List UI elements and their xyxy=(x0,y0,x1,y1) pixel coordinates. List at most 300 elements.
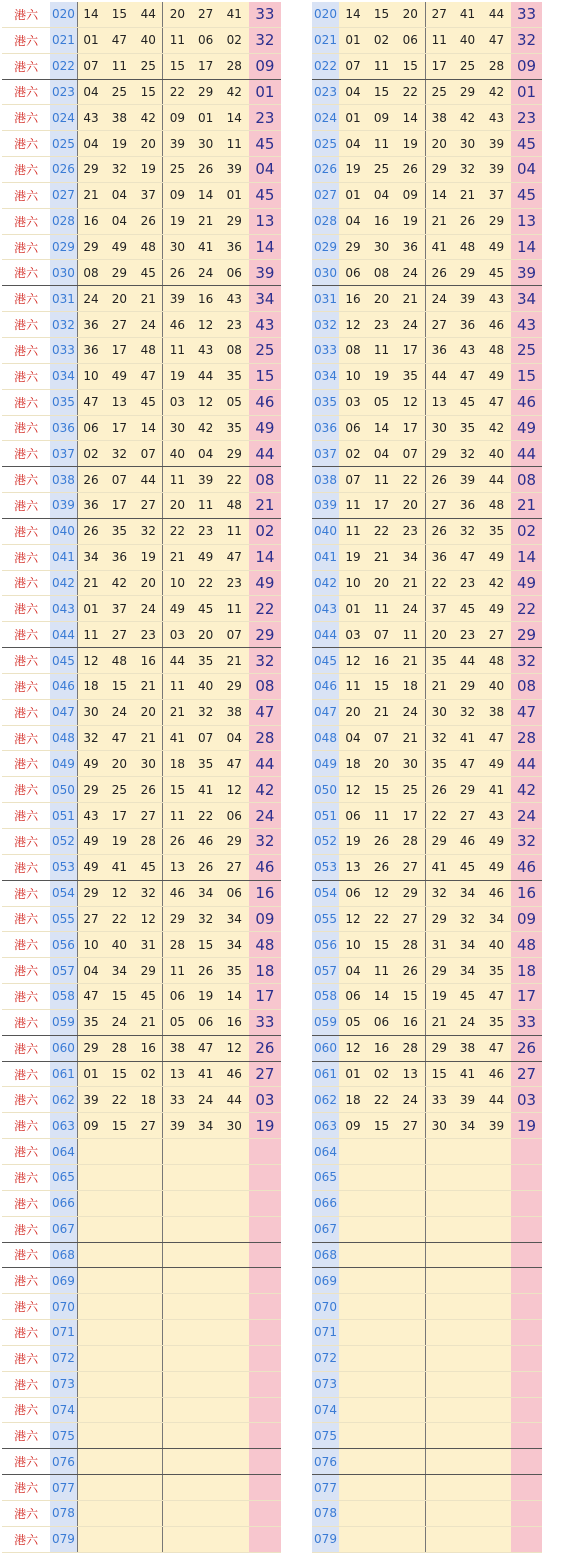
ball-number: 25 xyxy=(134,53,162,79)
ball-number: 11 xyxy=(367,467,396,493)
ball-number xyxy=(104,1500,134,1526)
ball-number: 13 xyxy=(163,854,192,880)
table-row xyxy=(312,312,542,338)
table-row xyxy=(2,1345,281,1371)
ball-number xyxy=(134,1320,162,1346)
ball-number: 11 xyxy=(367,131,396,157)
ball-number: 41 xyxy=(104,854,134,880)
ball-number: 29 xyxy=(453,79,482,105)
ball-number: 17 xyxy=(367,493,396,519)
special-number: 42 xyxy=(249,777,281,803)
period-number: 031 xyxy=(50,286,77,312)
ball-number: 01 xyxy=(339,105,367,131)
ball-number: 19 xyxy=(163,363,192,389)
ball-number: 27 xyxy=(425,493,453,519)
ball-number: 20 xyxy=(104,751,134,777)
ball-number xyxy=(396,1345,425,1371)
table-row xyxy=(2,1475,281,1501)
period-number: 020 xyxy=(312,2,339,27)
ball-number xyxy=(425,1423,453,1449)
ball-number: 26 xyxy=(163,829,192,855)
ball-number xyxy=(77,1294,104,1320)
ball-number: 47 xyxy=(482,27,511,53)
ball-number: 23 xyxy=(453,570,482,596)
table-row xyxy=(312,880,542,906)
ball-number: 32 xyxy=(192,699,220,725)
ball-number: 45 xyxy=(134,984,162,1010)
special-number xyxy=(249,1475,281,1501)
ball-number: 44 xyxy=(453,648,482,674)
ball-number: 07 xyxy=(134,441,162,467)
lottery-label: 港六 xyxy=(2,337,50,363)
ball-number: 16 xyxy=(220,1009,249,1035)
period-number: 036 xyxy=(50,415,77,441)
table-row xyxy=(2,803,281,829)
ball-number: 14 xyxy=(425,182,453,208)
ball-number: 30 xyxy=(77,699,104,725)
ball-number: 02 xyxy=(134,1061,162,1087)
period-number: 061 xyxy=(312,1061,339,1087)
period-number: 021 xyxy=(50,27,77,53)
ball-number xyxy=(339,1423,367,1449)
special-number: 39 xyxy=(511,260,542,286)
ball-number: 11 xyxy=(367,337,396,363)
ball-number: 06 xyxy=(220,880,249,906)
ball-number: 47 xyxy=(220,751,249,777)
ball-number xyxy=(163,1190,192,1216)
ball-number: 09 xyxy=(339,1113,367,1139)
ball-number: 47 xyxy=(482,1035,511,1061)
ball-number: 12 xyxy=(192,389,220,415)
ball-number: 19 xyxy=(134,544,162,570)
ball-number: 11 xyxy=(220,131,249,157)
ball-number: 41 xyxy=(482,777,511,803)
ball-number: 42 xyxy=(220,79,249,105)
ball-number: 19 xyxy=(339,829,367,855)
special-number: 04 xyxy=(511,157,542,183)
ball-number xyxy=(104,1190,134,1216)
ball-number xyxy=(77,1423,104,1449)
period-number: 075 xyxy=(50,1423,77,1449)
table-row xyxy=(2,544,281,570)
ball-number: 22 xyxy=(425,803,453,829)
table-row xyxy=(312,182,542,208)
ball-number: 07 xyxy=(220,622,249,648)
ball-number xyxy=(425,1164,453,1190)
ball-number: 02 xyxy=(77,441,104,467)
ball-number: 02 xyxy=(367,1061,396,1087)
ball-number: 04 xyxy=(104,208,134,234)
ball-number: 32 xyxy=(425,725,453,751)
ball-number xyxy=(425,1216,453,1242)
ball-number: 39 xyxy=(482,157,511,183)
table-row xyxy=(312,1526,542,1552)
ball-number: 29 xyxy=(339,234,367,260)
ball-number: 12 xyxy=(192,312,220,338)
ball-number: 32 xyxy=(453,699,482,725)
table-row xyxy=(312,829,542,855)
table-row xyxy=(312,79,542,105)
ball-number: 07 xyxy=(396,441,425,467)
lottery-label: 港六 xyxy=(2,854,50,880)
table-row xyxy=(2,777,281,803)
lottery-label: 港六 xyxy=(2,648,50,674)
table-row xyxy=(2,906,281,932)
period-number: 034 xyxy=(50,363,77,389)
period-number: 050 xyxy=(312,777,339,803)
ball-number xyxy=(425,1190,453,1216)
special-number: 18 xyxy=(511,958,542,984)
special-number: 01 xyxy=(511,79,542,105)
special-number xyxy=(511,1397,542,1423)
ball-number xyxy=(134,1345,162,1371)
ball-number: 21 xyxy=(453,182,482,208)
ball-number: 35 xyxy=(482,518,511,544)
special-number: 43 xyxy=(249,312,281,338)
ball-number: 34 xyxy=(482,906,511,932)
period-number: 045 xyxy=(50,648,77,674)
ball-number: 34 xyxy=(453,1113,482,1139)
ball-number xyxy=(134,1216,162,1242)
ball-number: 19 xyxy=(134,157,162,183)
table-row xyxy=(312,518,542,544)
ball-number: 41 xyxy=(192,1061,220,1087)
ball-number: 15 xyxy=(134,79,162,105)
special-number: 32 xyxy=(249,829,281,855)
table-row xyxy=(312,596,542,622)
ball-number: 16 xyxy=(367,1035,396,1061)
special-number: 33 xyxy=(511,2,542,27)
period-number: 071 xyxy=(50,1320,77,1346)
special-number: 34 xyxy=(249,286,281,312)
ball-number xyxy=(104,1423,134,1449)
ball-number xyxy=(367,1164,396,1190)
table-row xyxy=(312,673,542,699)
ball-number xyxy=(339,1320,367,1346)
ball-number: 15 xyxy=(425,1061,453,1087)
table-row xyxy=(2,79,281,105)
ball-number: 46 xyxy=(482,880,511,906)
ball-number xyxy=(220,1371,249,1397)
ball-number: 21 xyxy=(134,286,162,312)
ball-number: 06 xyxy=(396,27,425,53)
ball-number: 46 xyxy=(482,312,511,338)
ball-number: 02 xyxy=(339,441,367,467)
ball-number xyxy=(220,1345,249,1371)
ball-number xyxy=(220,1294,249,1320)
ball-number: 19 xyxy=(396,131,425,157)
ball-number: 24 xyxy=(396,596,425,622)
special-number: 48 xyxy=(249,932,281,958)
ball-number xyxy=(367,1294,396,1320)
period-number: 043 xyxy=(312,596,339,622)
period-number: 062 xyxy=(50,1087,77,1113)
ball-number: 42 xyxy=(453,105,482,131)
ball-number: 49 xyxy=(77,854,104,880)
special-number: 46 xyxy=(249,854,281,880)
ball-number xyxy=(339,1164,367,1190)
ball-number: 01 xyxy=(339,1061,367,1087)
ball-number: 27 xyxy=(134,1113,162,1139)
ball-number: 21 xyxy=(396,570,425,596)
ball-number: 25 xyxy=(163,157,192,183)
ball-number xyxy=(453,1345,482,1371)
ball-number: 39 xyxy=(482,1113,511,1139)
period-number: 078 xyxy=(50,1500,77,1526)
ball-number xyxy=(77,1345,104,1371)
ball-number: 16 xyxy=(339,286,367,312)
period-number: 022 xyxy=(50,53,77,79)
lottery-label: 港六 xyxy=(2,1139,50,1165)
period-number: 029 xyxy=(50,234,77,260)
ball-number: 47 xyxy=(220,544,249,570)
ball-number xyxy=(453,1500,482,1526)
special-number: 49 xyxy=(511,570,542,596)
period-number: 068 xyxy=(312,1242,339,1268)
ball-number: 35 xyxy=(453,415,482,441)
special-number: 16 xyxy=(249,880,281,906)
special-number: 16 xyxy=(511,880,542,906)
ball-number: 22 xyxy=(104,1087,134,1113)
ball-number: 29 xyxy=(220,441,249,467)
ball-number xyxy=(425,1139,453,1165)
ball-number xyxy=(192,1423,220,1449)
special-number: 44 xyxy=(249,441,281,467)
ball-number xyxy=(134,1242,162,1268)
special-number: 13 xyxy=(249,208,281,234)
period-number: 047 xyxy=(312,699,339,725)
period-number: 074 xyxy=(312,1397,339,1423)
ball-number: 40 xyxy=(482,441,511,467)
ball-number xyxy=(453,1397,482,1423)
ball-number: 08 xyxy=(220,337,249,363)
special-number: 47 xyxy=(511,699,542,725)
special-number: 33 xyxy=(249,1009,281,1035)
ball-number: 04 xyxy=(77,79,104,105)
ball-number: 49 xyxy=(482,751,511,777)
special-number: 44 xyxy=(511,441,542,467)
ball-number xyxy=(482,1294,511,1320)
special-number: 04 xyxy=(249,157,281,183)
lottery-label: 港六 xyxy=(2,441,50,467)
ball-number: 22 xyxy=(396,79,425,105)
period-number: 021 xyxy=(312,27,339,53)
ball-number: 11 xyxy=(192,493,220,519)
ball-number: 14 xyxy=(367,984,396,1010)
table-row xyxy=(2,1190,281,1216)
ball-number: 14 xyxy=(396,105,425,131)
ball-number: 15 xyxy=(104,673,134,699)
ball-number: 37 xyxy=(425,596,453,622)
table-row xyxy=(312,803,542,829)
ball-number: 06 xyxy=(192,27,220,53)
ball-number xyxy=(453,1216,482,1242)
ball-number: 09 xyxy=(396,182,425,208)
special-number: 22 xyxy=(511,596,542,622)
special-number xyxy=(511,1475,542,1501)
ball-number: 20 xyxy=(192,622,220,648)
ball-number xyxy=(192,1139,220,1165)
ball-number: 47 xyxy=(482,725,511,751)
period-number: 039 xyxy=(312,493,339,519)
special-number xyxy=(511,1164,542,1190)
table-row xyxy=(312,157,542,183)
ball-number: 23 xyxy=(134,622,162,648)
ball-number: 29 xyxy=(192,79,220,105)
ball-number: 36 xyxy=(77,312,104,338)
ball-number: 07 xyxy=(367,725,396,751)
ball-number: 24 xyxy=(453,1009,482,1035)
ball-number: 49 xyxy=(482,829,511,855)
lottery-label: 港六 xyxy=(2,958,50,984)
ball-number: 45 xyxy=(453,596,482,622)
ball-number: 42 xyxy=(482,570,511,596)
ball-number: 16 xyxy=(134,1035,162,1061)
ball-number xyxy=(134,1475,162,1501)
ball-number xyxy=(220,1423,249,1449)
ball-number: 13 xyxy=(104,389,134,415)
ball-number: 47 xyxy=(453,363,482,389)
period-number: 036 xyxy=(312,415,339,441)
special-number: 03 xyxy=(511,1087,542,1113)
ball-number: 18 xyxy=(134,1087,162,1113)
ball-number xyxy=(220,1216,249,1242)
ball-number: 12 xyxy=(339,648,367,674)
ball-number: 12 xyxy=(220,777,249,803)
period-number: 023 xyxy=(312,79,339,105)
ball-number: 34 xyxy=(104,958,134,984)
table-row xyxy=(2,1320,281,1346)
ball-number: 29 xyxy=(396,880,425,906)
special-number: 45 xyxy=(511,182,542,208)
ball-number: 19 xyxy=(425,984,453,1010)
lottery-label: 港六 xyxy=(2,803,50,829)
period-number: 074 xyxy=(50,1397,77,1423)
lottery-label: 港六 xyxy=(2,105,50,131)
ball-number: 29 xyxy=(482,208,511,234)
ball-number: 48 xyxy=(482,648,511,674)
ball-number: 22 xyxy=(192,803,220,829)
ball-number xyxy=(396,1526,425,1552)
ball-number: 15 xyxy=(192,932,220,958)
ball-number: 30 xyxy=(163,234,192,260)
ball-number: 24 xyxy=(104,1009,134,1035)
table-row xyxy=(2,673,281,699)
ball-number xyxy=(163,1449,192,1475)
ball-number: 32 xyxy=(453,906,482,932)
draw-table-original-order xyxy=(2,2,281,1553)
table-row xyxy=(312,1449,542,1475)
lottery-label: 港六 xyxy=(2,131,50,157)
ball-number: 48 xyxy=(134,234,162,260)
ball-number: 34 xyxy=(77,544,104,570)
ball-number xyxy=(163,1216,192,1242)
table-row xyxy=(312,699,542,725)
ball-number xyxy=(220,1449,249,1475)
ball-number xyxy=(425,1449,453,1475)
table-row xyxy=(312,1294,542,1320)
ball-number: 41 xyxy=(425,854,453,880)
ball-number: 26 xyxy=(192,854,220,880)
ball-number: 11 xyxy=(163,958,192,984)
ball-number: 23 xyxy=(192,518,220,544)
lottery-label: 港六 xyxy=(2,493,50,519)
ball-number: 11 xyxy=(77,622,104,648)
period-number: 051 xyxy=(312,803,339,829)
ball-number: 23 xyxy=(367,312,396,338)
special-number: 13 xyxy=(511,208,542,234)
ball-number: 11 xyxy=(367,596,396,622)
special-number xyxy=(511,1216,542,1242)
ball-number: 29 xyxy=(77,234,104,260)
special-number xyxy=(511,1268,542,1294)
table-row xyxy=(312,389,542,415)
ball-number: 47 xyxy=(192,1035,220,1061)
ball-number: 41 xyxy=(453,2,482,27)
special-number xyxy=(511,1371,542,1397)
ball-number: 46 xyxy=(482,1061,511,1087)
ball-number: 21 xyxy=(77,182,104,208)
ball-number xyxy=(134,1371,162,1397)
period-number: 064 xyxy=(312,1139,339,1165)
period-number: 022 xyxy=(312,53,339,79)
ball-number: 23 xyxy=(453,622,482,648)
ball-number: 35 xyxy=(192,751,220,777)
period-number: 034 xyxy=(312,363,339,389)
period-number: 044 xyxy=(312,622,339,648)
ball-number: 09 xyxy=(163,105,192,131)
ball-number: 35 xyxy=(482,958,511,984)
ball-number xyxy=(482,1164,511,1190)
table-row xyxy=(2,182,281,208)
ball-number: 15 xyxy=(367,2,396,27)
period-number: 055 xyxy=(312,906,339,932)
ball-number: 41 xyxy=(453,1061,482,1087)
ball-number: 49 xyxy=(104,234,134,260)
table-row xyxy=(2,2,281,27)
lottery-label: 港六 xyxy=(2,751,50,777)
lottery-label: 港六 xyxy=(2,1475,50,1501)
special-number: 17 xyxy=(249,984,281,1010)
ball-number xyxy=(77,1475,104,1501)
ball-number: 04 xyxy=(220,725,249,751)
ball-number: 20 xyxy=(163,2,192,27)
ball-number: 45 xyxy=(134,389,162,415)
special-number: 15 xyxy=(249,363,281,389)
table-row xyxy=(2,234,281,260)
table-row xyxy=(312,208,542,234)
table-row xyxy=(2,751,281,777)
ball-number: 43 xyxy=(77,803,104,829)
ball-number: 12 xyxy=(77,648,104,674)
ball-number: 43 xyxy=(482,105,511,131)
ball-number: 45 xyxy=(453,389,482,415)
table-row xyxy=(2,699,281,725)
ball-number: 22 xyxy=(425,570,453,596)
ball-number xyxy=(104,1164,134,1190)
period-number: 061 xyxy=(50,1061,77,1087)
ball-number: 06 xyxy=(163,984,192,1010)
period-number: 073 xyxy=(50,1371,77,1397)
ball-number: 46 xyxy=(453,829,482,855)
ball-number xyxy=(339,1449,367,1475)
ball-number: 42 xyxy=(482,79,511,105)
ball-number: 11 xyxy=(163,27,192,53)
period-number: 054 xyxy=(50,880,77,906)
table-row xyxy=(312,1216,542,1242)
period-number: 042 xyxy=(50,570,77,596)
ball-number: 11 xyxy=(220,596,249,622)
